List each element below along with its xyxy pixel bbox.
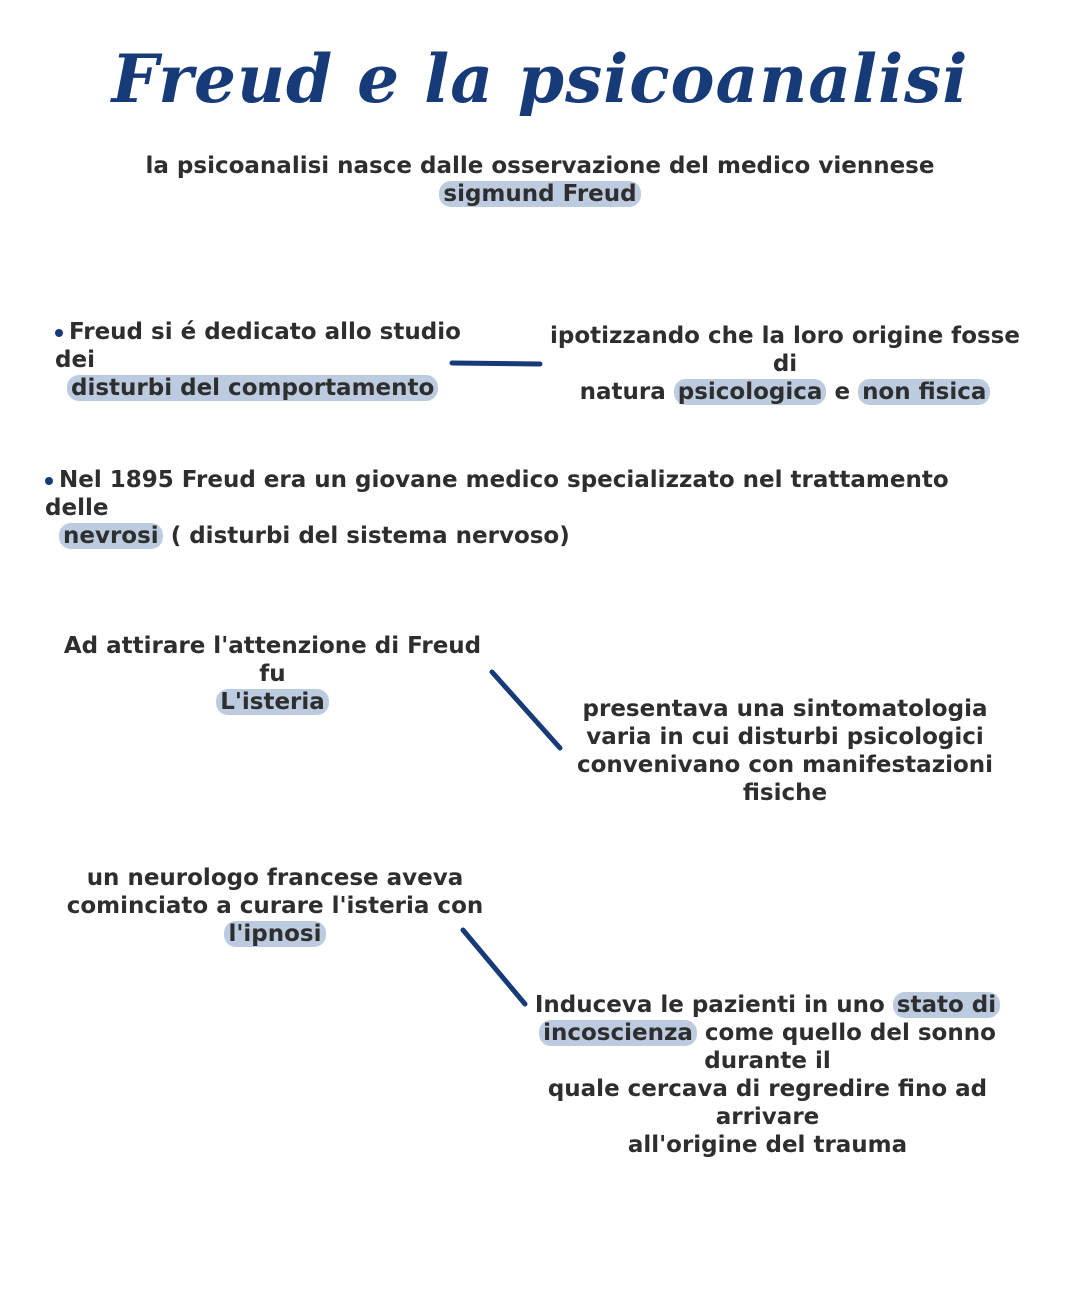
isteria-desc-line2: varia in cui disturbi psicologici [586, 724, 984, 750]
point1-right-line: ipotizzando che la loro origine fosse di [550, 323, 1020, 377]
connector-line-3 [463, 930, 525, 1004]
ipnosi-desc-prefix: Induceva le pazienti in uno [534, 992, 885, 1018]
ipnosi-line1: un neurologo francese aveva [86, 865, 464, 891]
ipnosi-desc-line3: quale cercava di regredire fino ad arrivare [547, 1076, 988, 1130]
intro-line: la psicoanalisi nasce dalle osservazione del medico viennese [145, 153, 935, 179]
isteria-line: Ad attirare l'attenzione di Freud fu [63, 633, 482, 687]
point1-right-mid: e [834, 379, 851, 405]
ipnosi-highlight: l'ipnosi [224, 921, 325, 947]
point2-rest: ( disturbi del sistema nervoso) [170, 523, 570, 549]
point1-highlight: disturbi del comportamento [67, 375, 438, 401]
ipnosi-desc-hl2: incoscienza [539, 1020, 697, 1046]
isteria-desc-line4: fisiche [742, 780, 828, 806]
isteria-desc-line1: presentava una sintomatologia [582, 696, 988, 722]
ipnosi-desc-hl1: stato di [893, 992, 1000, 1018]
ipnosi-line2: cominciato a curare l'isteria con [66, 893, 484, 919]
ipnosi-desc-line4: all'origine del trauma [627, 1132, 908, 1158]
connector-line-1 [452, 363, 540, 364]
isteria-desc-line3: convenivano con manifestazioni [576, 752, 994, 778]
point1-line: Freud si é dedicato allo studio dei [55, 319, 461, 373]
isteria-highlight: L'isteria [216, 689, 329, 715]
ipnosi-desc-rest: come quello del sonno durante il [704, 1020, 996, 1074]
intro-highlight: sigmund Freud [439, 181, 640, 207]
point2-highlight: nevrosi [59, 523, 163, 549]
point2-line: Nel 1895 Freud era un giovane medico specializzato nel trattamento delle [45, 467, 949, 521]
page-title: Freud e la psicoanalisi [111, 40, 969, 118]
connector-line-2 [492, 672, 560, 748]
point1-right-prefix: natura [579, 379, 666, 405]
point1-right-hl2: non fisica [858, 379, 990, 405]
point1-right-hl1: psicologica [674, 379, 827, 405]
